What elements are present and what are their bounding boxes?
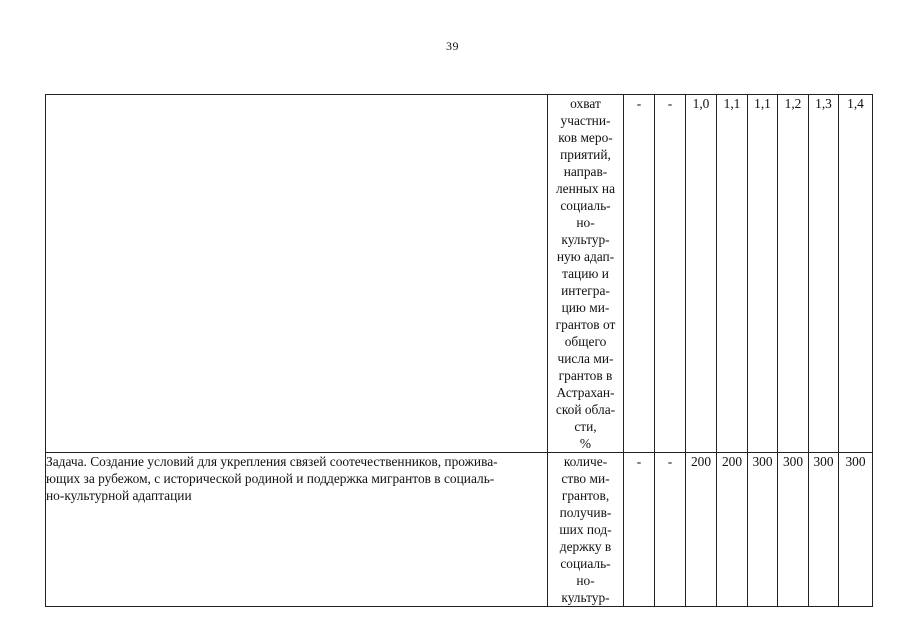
indicator-line: культур- bbox=[561, 590, 610, 605]
indicator-line: сти, bbox=[574, 419, 597, 434]
indicator-line: ство ми- bbox=[561, 471, 610, 486]
indicator-line: но- bbox=[576, 573, 595, 588]
indicator-line: получив- bbox=[559, 505, 612, 520]
value-cell: 300 bbox=[748, 453, 778, 607]
indicator-line: цию ми- bbox=[561, 300, 610, 315]
task-line: но-культурной адаптации bbox=[46, 488, 192, 503]
value-cell: 300 bbox=[839, 453, 873, 607]
indicator-line: общего bbox=[564, 334, 607, 349]
indicator-line: % bbox=[579, 436, 592, 451]
indicator-line: грантов, bbox=[561, 488, 610, 503]
indicator-line: Астрахан- bbox=[556, 385, 615, 400]
indicator-line: ших под- bbox=[559, 522, 612, 537]
indicator-line: участни- bbox=[560, 113, 611, 128]
value-cell: 1,0 bbox=[686, 95, 717, 453]
indicator-line: количе- bbox=[563, 454, 608, 469]
indicator-line: приятий, bbox=[560, 147, 611, 162]
task-cell bbox=[46, 453, 548, 607]
indicator-line: грантов в bbox=[558, 368, 613, 383]
indicator-line: ков меро- bbox=[558, 130, 613, 145]
table-row bbox=[46, 453, 873, 607]
task-line: Задача. Создание условий для укрепления связей соотечественников, прожива- bbox=[46, 454, 498, 469]
indicator-line: культур- bbox=[561, 232, 610, 247]
value-cell: 1,1 bbox=[717, 95, 748, 453]
indicator-line: числа ми- bbox=[557, 351, 614, 366]
indicator-line: но- bbox=[576, 215, 595, 230]
indicators-table bbox=[45, 94, 873, 607]
indicator-line: охват bbox=[570, 96, 601, 111]
value-cell: 300 bbox=[809, 453, 839, 607]
indicator-line: ную адап- bbox=[556, 249, 615, 264]
value-cell: 1,4 bbox=[839, 95, 873, 453]
indicator-line: интегра- bbox=[561, 283, 610, 298]
indicator-line: ленных на bbox=[555, 181, 616, 196]
value-cell: - bbox=[624, 453, 655, 607]
task-line: ющих за рубежом, с исторической родиной и поддержка мигрантов в социаль- bbox=[46, 471, 495, 486]
value-cell: - bbox=[655, 95, 686, 453]
value-cell: 1,2 bbox=[778, 95, 809, 453]
indicator-line: направ- bbox=[563, 164, 608, 179]
value-cell: - bbox=[624, 95, 655, 453]
value-cell: 300 bbox=[778, 453, 809, 607]
indicator-line: социаль- bbox=[560, 198, 611, 213]
indicator-line: грантов от bbox=[555, 317, 616, 332]
value-cell: 200 bbox=[717, 453, 748, 607]
task-cell bbox=[46, 95, 548, 453]
indicator-line: держку в bbox=[559, 539, 612, 554]
indicator-line: ской обла- bbox=[555, 402, 616, 417]
indicator-line: социаль- bbox=[560, 556, 611, 571]
value-cell: 1,1 bbox=[748, 95, 778, 453]
table-row bbox=[46, 95, 873, 453]
value-cell: - bbox=[655, 453, 686, 607]
page-number: 39 bbox=[446, 39, 459, 53]
value-cell: 200 bbox=[686, 453, 717, 607]
indicator-cell bbox=[548, 95, 624, 453]
indicator-line: тацию и bbox=[562, 266, 609, 281]
value-cell: 1,3 bbox=[809, 95, 839, 453]
indicator-cell bbox=[548, 453, 624, 607]
